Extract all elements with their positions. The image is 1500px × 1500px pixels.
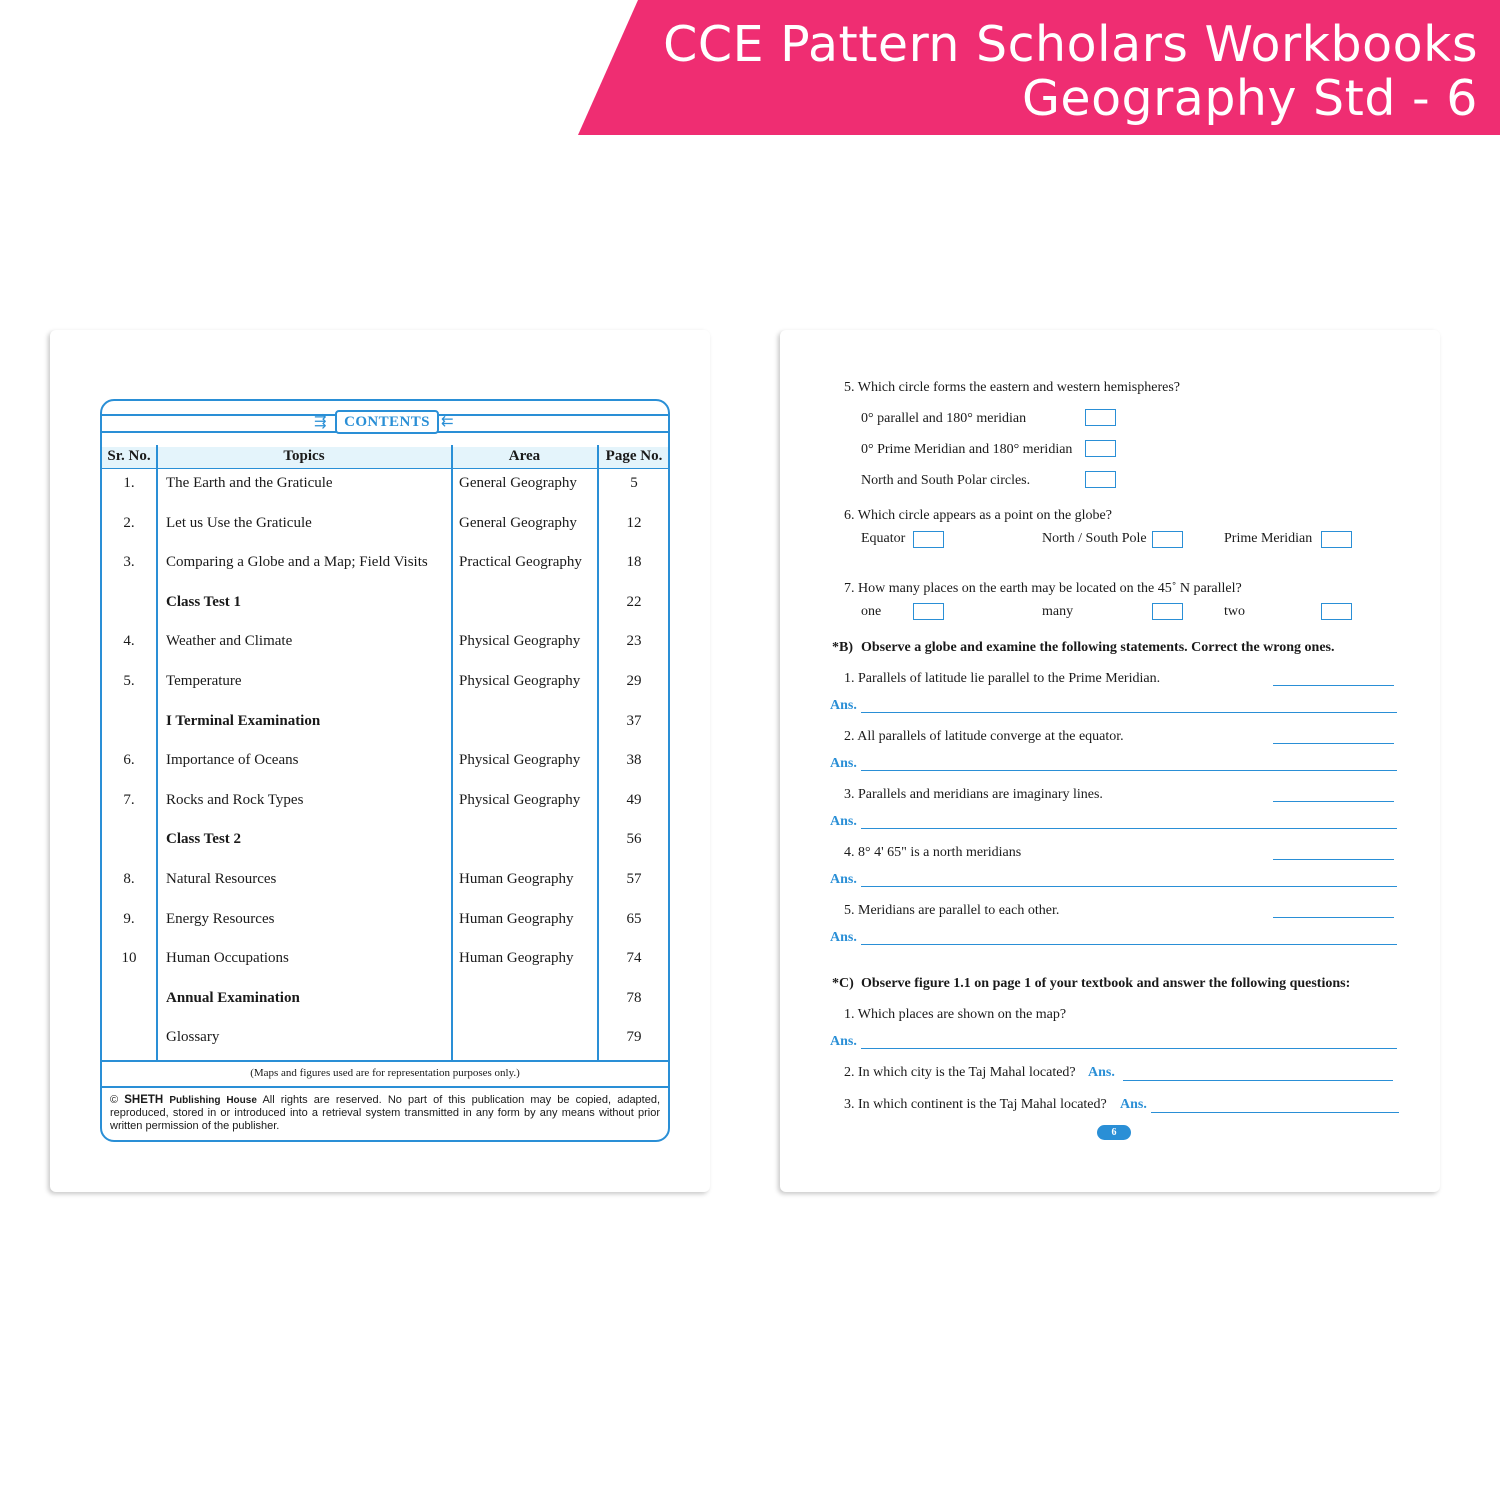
table-row [102,475,668,503]
row-page: 38 [626,752,642,769]
section-c-item-3: 3. In which continent is the Taj Mahal located? [844,1097,1107,1112]
row-topic: Importance of Oceans [166,752,299,769]
contents-title: CONTENTS [335,410,439,434]
row-page: 49 [626,791,642,808]
row-area: Human Geography [459,910,574,927]
section-b-item-4: 4. 8° 4' 65" is a north meridians [844,845,1022,860]
q5-option-2-box[interactable] [1085,440,1116,457]
row-topic: Class Test 1 [166,593,242,610]
q6-option-2-box[interactable] [1152,531,1183,548]
table-row [102,831,668,859]
row-area: Human Geography [459,871,574,887]
q5-option-3: North and South Polar circles. [861,473,1031,488]
row-area: Physical Geography [459,752,581,769]
row-topic: I Terminal Examination [166,712,321,729]
q7-option-1: one [861,604,882,619]
q6-option-3: Prime Meridian [1224,531,1313,546]
page-number: 6 [1097,1125,1131,1140]
row-sr: 1. [123,475,135,491]
true-false-line[interactable] [1273,859,1394,860]
row-sr: 3. [123,554,135,571]
row-page: 74 [626,950,642,967]
answer-label: Ans. [830,1034,857,1049]
section-b-item-1: 1. Parallels of latitude lie parallel to the Prime Meridian. [844,671,1161,686]
row-topic: Let us Use the Graticule [166,514,312,531]
row-page: 79 [626,1029,642,1046]
q7-option-2: many [1042,604,1074,619]
answer-line[interactable] [861,1048,1397,1049]
row-sr: 9. [123,910,135,927]
answer-label: Ans. [830,756,857,771]
true-false-line[interactable] [1273,917,1394,918]
section-b-item-2: 2. All parallels of latitude converge at the equator. [844,729,1124,744]
row-page: 5 [630,475,638,491]
row-topic: Annual Examination [166,989,300,1006]
answer-label: Ans. [1088,1065,1115,1080]
row-area: Practical Geography [459,554,582,571]
true-false-line[interactable] [1273,743,1394,744]
row-sr: 10 [121,950,137,967]
table-row [102,1029,668,1057]
row-sr: 8. [123,871,135,887]
table-row [102,515,668,543]
q5-option-3-box[interactable] [1085,471,1116,488]
q5-option-2: 0° Prime Meridian and 180° meridian [861,442,1073,457]
row-sr: 6. [123,752,135,769]
flourish-left-icon: ⇶ [314,414,327,430]
row-sr: 5. [123,673,135,689]
q6-option-3-box[interactable] [1321,531,1352,548]
answer-label: Ans. [830,930,857,945]
row-page: 78 [626,989,642,1006]
table-row [102,673,668,701]
answer-line[interactable] [861,828,1397,829]
question-7: 7. How many places on the earth may be located on the 45˚ N parallel? [844,581,1242,596]
publisher-suffix: Publishing House [169,1095,257,1106]
answer-label: Ans. [830,698,857,713]
contents-page [50,330,710,1192]
q7-option-1-box[interactable] [913,603,944,620]
q5-option-1: 0° parallel and 180° meridian [861,411,1027,426]
row-topic: Rocks and Rock Types [166,791,304,808]
true-false-line[interactable] [1273,801,1394,802]
banner-line-1: CCE Pattern Scholars Workbooks [663,16,1478,73]
section-b-heading: Observe a globe and examine the following statements. Correct the wrong ones. [861,640,1335,655]
contents-header [102,401,668,445]
row-page: 57 [626,871,642,887]
q6-option-1: Equator [861,531,906,546]
q6-option-2: North / South Pole [1042,531,1147,546]
table-row [102,633,668,661]
row-page: 23 [626,633,642,650]
row-sr: 2. [123,514,135,531]
section-b-item-3: 3. Parallels and meridians are imaginary lines. [844,787,1103,802]
question-6: 6. Which circle appears as a point on the globe? [844,508,1112,523]
header-topics: Topics [283,448,325,464]
header-sr: Sr. No. [107,448,151,464]
table-row [102,752,668,780]
row-topic: Temperature [166,673,242,689]
answer-line[interactable] [1151,1112,1399,1113]
row-topic: Glossary [166,1029,220,1046]
row-area: Physical Geography [459,791,581,808]
answer-line[interactable] [861,770,1397,771]
section-c-label: *C) [832,976,854,991]
row-topic: Weather and Climate [166,633,293,650]
contents-table [100,399,670,1142]
question-5: 5. Which circle forms the eastern and western hemispheres? [844,380,1180,395]
header-page: Page No. [605,448,663,464]
footer-rule [102,1060,668,1062]
table-header-row [102,447,668,469]
section-c-item-2: 2. In which city is the Taj Mahal located? [844,1065,1076,1080]
footer-rule [102,1086,668,1088]
flourish-right-icon: ⇇ [441,414,454,430]
answer-label: Ans. [1120,1097,1147,1112]
row-page: 18 [626,554,642,571]
row-page: 22 [626,593,642,610]
q6-option-1-box[interactable] [913,531,944,548]
table-row [102,594,668,622]
section-b-label: *B) [832,640,853,655]
table-row [102,871,668,899]
row-topic: Natural Resources [166,871,277,887]
answer-line[interactable] [1123,1080,1393,1081]
row-topic: Class Test 2 [166,831,242,848]
table-row [102,792,668,820]
row-page: 37 [626,712,642,729]
header-area: Area [508,448,541,464]
row-sr: 7. [123,791,135,808]
table-row [102,990,668,1018]
q5-option-1-box[interactable] [1085,409,1116,426]
q7-option-2-box[interactable] [1152,603,1183,620]
answer-line[interactable] [861,886,1397,887]
row-area: Physical Geography [459,633,581,650]
row-page: 65 [626,910,642,927]
row-topic: Energy Resources [166,910,275,927]
row-area: Physical Geography [459,673,581,689]
q7-option-3-box[interactable] [1321,603,1352,620]
row-topic: The Earth and the Graticule [166,475,333,491]
section-c-item-1: 1. Which places are shown on the map? [844,1007,1067,1022]
answer-line[interactable] [861,712,1397,713]
copyright-text: All rights are reserved. No part of this publication may be copied, adapted, reproduced, stored in or introduced into a retrieval system transmitted in any form by any means without prior written permission of the publisher. [110,1094,661,1132]
copyright-symbol: © [110,1094,119,1106]
q7-option-3: two [1224,604,1245,619]
section-b-item-5: 5. Meridians are parallel to each other. [844,903,1060,918]
row-sr: 4. [123,633,135,650]
table-row [102,911,668,939]
table-row [102,554,668,582]
row-page: 29 [626,673,642,689]
banner-line-2: Geography Std - 6 [1021,70,1478,127]
publisher-name: SHETH [124,1094,164,1106]
row-topic: Human Occupations [166,950,289,967]
row-area: Human Geography [459,950,574,967]
answer-label: Ans. [830,814,857,829]
row-topic: Comparing a Globe and a Map; Field Visits [166,554,428,571]
table-row [102,950,668,978]
true-false-line[interactable] [1273,685,1394,686]
row-page: 56 [626,831,642,848]
row-area: General Geography [459,475,577,491]
representation-note: (Maps and figures used are for representation purposes only.) [250,1067,520,1079]
row-area: General Geography [459,514,577,531]
table-row [102,713,668,741]
worksheet-page [780,330,1440,1192]
copyright-notice [110,1094,660,1133]
answer-line[interactable] [861,944,1397,945]
row-page: 12 [626,514,642,531]
section-c-heading: Observe figure 1.1 on page 1 of your textbook and answer the following questions: [861,976,1351,991]
banner-title [663,18,1478,126]
answer-label: Ans. [830,872,857,887]
